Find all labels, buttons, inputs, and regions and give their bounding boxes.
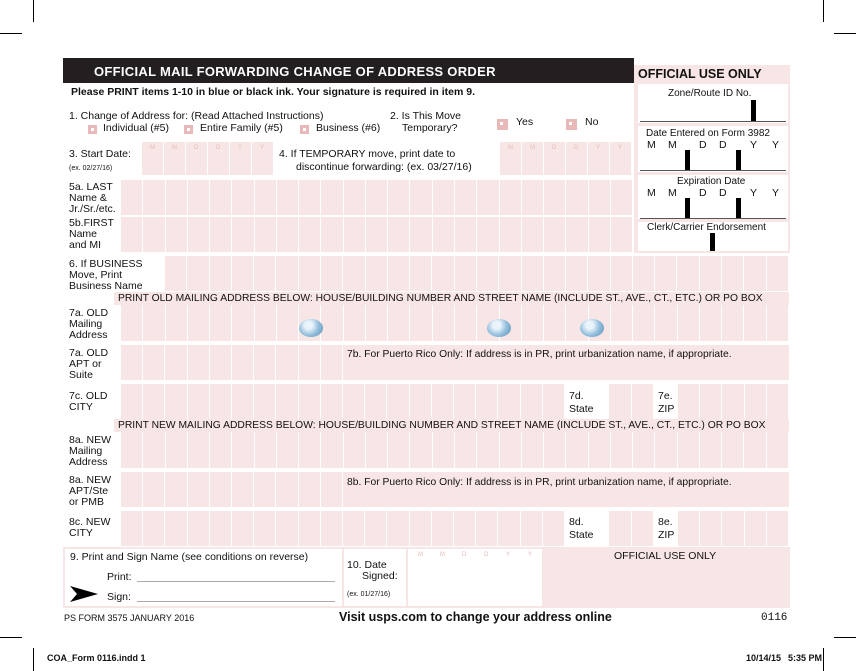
mmddyy-label: Y	[772, 139, 780, 151]
new-zip-label-2: ZIP	[658, 529, 675, 541]
item10-example: (ex. 01/27/16)	[347, 591, 391, 598]
item1-label: 1. Change of Address for: (Read Attached Instructions)	[69, 110, 324, 122]
tick	[736, 198, 741, 218]
sign-arrow-icon	[70, 585, 98, 603]
old-state-field[interactable]	[609, 384, 654, 419]
date-placeholder: D	[216, 145, 221, 151]
option-entire-family: Entire Family (#5)	[200, 122, 283, 134]
new-city-field[interactable]	[121, 511, 565, 546]
old-address-label-1: 7a. OLD	[69, 307, 109, 319]
file-name: COA_Form 0116.indd 1	[47, 653, 146, 663]
mmddyy-label: Y	[772, 187, 780, 199]
date-placeholder: M	[508, 145, 513, 151]
last-name-label-2: Name &	[69, 192, 107, 204]
new-apt-label-3: or PMB	[69, 496, 105, 508]
panel-separator	[638, 172, 788, 175]
new-zip-field[interactable]	[678, 511, 789, 546]
new-apt-field[interactable]	[121, 472, 343, 507]
date-placeholder: Y	[506, 552, 511, 558]
start-date-field[interactable]	[142, 142, 274, 175]
date-placeholder: Y	[596, 145, 601, 151]
item3-example: (ex. 02/27/16)	[69, 165, 113, 172]
new-address-label-3: Address	[69, 456, 108, 468]
date-entered-label: Date Entered on Form 3982	[646, 128, 770, 139]
form-title: OFFICIAL MAIL FORWARDING CHANGE OF ADDRESS ORDER	[94, 64, 496, 79]
bottom-official-use-title: OFFICIAL USE ONLY	[614, 550, 717, 562]
visit-suffix: to change your address online	[427, 610, 612, 624]
checkbox-entire-family[interactable]	[184, 125, 193, 134]
tick	[751, 100, 756, 121]
first-name-label-2: Name	[69, 228, 98, 240]
crop-mark	[823, 0, 824, 22]
mmddyy-label: Y	[750, 139, 758, 151]
new-address-banner-text: PRINT NEW MAILING ADDRESS BELOW: HOUSE/BUILDING NUMBER AND STREET NAME (INCLUDE ST., AVE., CT., ETC.) OR PO BOX	[118, 420, 766, 431]
date-placeholder: M	[418, 552, 423, 558]
watermark-drop	[299, 319, 323, 337]
watermark-drop	[487, 319, 511, 337]
item10-label-2: Signed:	[362, 570, 398, 582]
date-placeholder: Y	[260, 145, 265, 151]
instructions: Please PRINT items 1-10 in blue or black ink. Your signature is required in item 9.	[71, 86, 475, 98]
old-zip-label-1: 7e.	[658, 390, 673, 402]
print-label: Print:	[107, 571, 132, 583]
new-pr-label: 8b. For Puerto Rico Only: If address is in PR, print urbanization name, if appropriate.	[347, 477, 732, 488]
zone-route-line[interactable]	[640, 121, 786, 122]
date-placeholder: Y	[618, 145, 623, 151]
visit-site-link[interactable]: usps.com	[368, 610, 428, 624]
mmddyy-label: M	[668, 187, 677, 199]
print-time: 5:35 PM	[788, 653, 823, 663]
date-placeholder: D	[194, 145, 199, 151]
checkbox-temporary-no[interactable]	[566, 119, 577, 130]
date-placeholder: D	[574, 145, 579, 151]
checkbox-temporary-yes[interactable]	[497, 119, 508, 130]
mmddyy-label: M	[647, 139, 656, 151]
crop-mark	[33, 648, 34, 671]
expiration-label: Expiration Date	[677, 176, 746, 187]
form-id: PS FORM 3575 JANUARY 2016	[64, 613, 195, 623]
new-address-field[interactable]	[121, 432, 789, 468]
item4-line2: discontinue forwarding: (ex. 03/27/16)	[296, 161, 472, 173]
old-apt-label-1: 7a. OLD	[69, 347, 109, 359]
item3-label: 3. Start Date:	[69, 148, 131, 160]
old-state-label-1: 7d.	[569, 390, 584, 402]
panel-separator	[638, 123, 788, 126]
mmddyy-label: D	[719, 187, 727, 199]
business-name-field[interactable]	[165, 256, 789, 291]
old-pr-label: 7b. For Puerto Rico Only: If address is in PR, print urbanization name, if appropriate.	[347, 349, 732, 360]
old-zip-field[interactable]	[678, 384, 789, 419]
crop-mark	[834, 33, 856, 34]
option-yes: Yes	[516, 116, 534, 128]
new-city-label-1: 8c. NEW	[69, 516, 111, 528]
first-name-label-1: 5b.FIRST	[69, 217, 114, 229]
old-apt-label-3: Suite	[69, 369, 93, 381]
visit-prefix: Visit	[339, 610, 369, 624]
crop-mark	[0, 33, 22, 34]
old-apt-label-2: APT or	[69, 358, 102, 370]
last-name-label-3: Jr./Sr./etc.	[69, 203, 116, 215]
old-city-field[interactable]	[121, 384, 565, 419]
date-placeholder: D	[552, 145, 557, 151]
tick	[710, 233, 715, 251]
checkbox-individual[interactable]	[88, 125, 97, 134]
old-address-banner-text: PRINT OLD MAILING ADDRESS BELOW: HOUSE/BUILDING NUMBER AND STREET NAME (INCLUDE ST., AVE., CT., ETC.) OR PO BOX	[118, 293, 763, 304]
date-placeholder: M	[172, 145, 177, 151]
tick	[736, 150, 741, 170]
crop-mark	[823, 648, 824, 671]
new-state-label-2: State	[569, 529, 594, 541]
item9-label: 9. Print and Sign Name (see conditions on reverse)	[70, 551, 309, 563]
new-apt-label-1: 8a. NEW	[69, 474, 112, 486]
option-individual: Individual (#5)	[103, 122, 169, 134]
mmddyy-label: D	[699, 139, 707, 151]
old-address-label-2: Mailing	[69, 318, 103, 330]
new-state-label-1: 8d.	[569, 516, 584, 528]
item2-label-1: 2. Is This Move	[390, 110, 461, 122]
old-address-label-3: Address	[69, 329, 108, 341]
old-apt-field[interactable]	[121, 345, 343, 380]
date-placeholder: D	[484, 552, 489, 558]
tick	[685, 198, 690, 218]
option-business: Business (#6)	[316, 122, 381, 134]
new-address-label-2: Mailing	[69, 445, 103, 457]
last-name-label-1: 5a. LAST	[69, 181, 113, 193]
first-name-label-3: and MI	[69, 239, 102, 251]
official-use-title: OFFICIAL USE ONLY	[638, 67, 762, 81]
crop-mark	[33, 0, 34, 22]
print-line[interactable]	[137, 581, 335, 582]
crop-mark	[834, 637, 856, 638]
date-placeholder: Y	[528, 552, 533, 558]
old-city-label-2: CITY	[69, 401, 93, 413]
old-city-label-1: 7c. OLD	[69, 390, 108, 402]
sign-label: Sign:	[107, 591, 131, 603]
date-placeholder: M	[440, 552, 445, 558]
item10-label-1: 10. Date	[347, 559, 387, 571]
business-label-1: 6. If BUSINESS	[69, 258, 143, 270]
clerk-endorsement-label: Clerk/Carrier Endorsement	[647, 222, 766, 233]
crop-mark	[0, 637, 22, 638]
new-city-label-2: CITY	[69, 527, 93, 539]
old-state-label-2: State	[569, 403, 594, 415]
print-date: 10/14/15	[746, 653, 782, 663]
mmddyy-label: D	[719, 139, 727, 151]
tick	[685, 150, 690, 170]
checkbox-business[interactable]	[300, 125, 309, 134]
date-signed-field[interactable]	[408, 549, 542, 606]
mmddyy-label: Y	[750, 187, 758, 199]
new-state-field[interactable]	[609, 511, 654, 546]
date-placeholder: M	[530, 145, 535, 151]
zone-route-label: Zone/Route ID No.	[668, 88, 752, 99]
date-placeholder: M	[150, 145, 155, 151]
mmddyy-label: M	[647, 187, 656, 199]
item4-line1: 4. If TEMPORARY move, print date to	[279, 148, 456, 160]
new-address-label-1: 8a. NEW	[69, 434, 112, 446]
sign-line[interactable]	[137, 601, 335, 602]
item2-label-2: Temporary?	[402, 122, 458, 134]
date-entered-line[interactable]	[640, 170, 786, 171]
date-placeholder: D	[462, 552, 467, 558]
new-apt-label-2: APT/Ste	[69, 485, 109, 497]
first-name-field[interactable]	[121, 217, 633, 252]
option-no: No	[585, 116, 599, 128]
new-zip-label-1: 8e.	[658, 516, 673, 528]
revision-code: 0116	[761, 612, 788, 624]
visit-text	[339, 612, 612, 623]
business-label-2: Move, Print	[69, 269, 123, 281]
last-name-field[interactable]	[121, 180, 633, 215]
old-zip-label-2: ZIP	[658, 403, 675, 415]
end-date-field[interactable]	[500, 142, 632, 175]
old-address-field[interactable]	[121, 305, 789, 341]
date-placeholder: Y	[238, 145, 243, 151]
mmddyy-label: M	[668, 139, 677, 151]
watermark-drop	[580, 319, 604, 337]
business-label-3: Business Name	[69, 280, 143, 292]
mmddyy-label: D	[699, 187, 707, 199]
